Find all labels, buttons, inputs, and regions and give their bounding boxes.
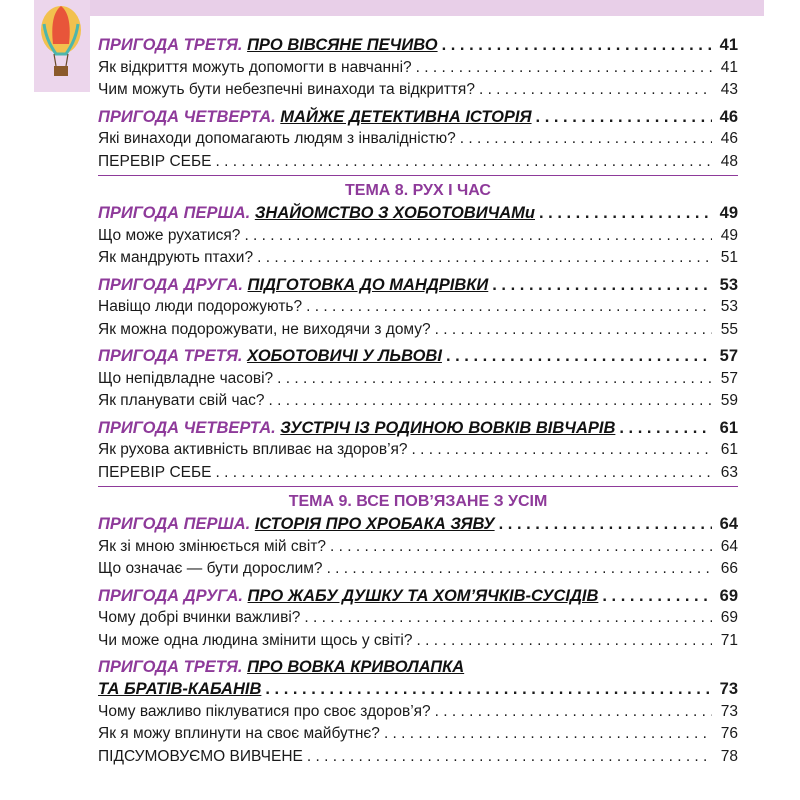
- entry-title: Як можна подорожувати, не виходячи з дому?: [98, 320, 431, 338]
- page-number: 41: [719, 36, 738, 54]
- adventure-title: ІСТОРІЯ ПРО ХРОБАКА ЗЯВУ: [254, 515, 495, 533]
- page-number: 64: [720, 537, 738, 555]
- toc-adventure-heading-continued[interactable]: [98, 678, 738, 701]
- page-number: 69: [720, 609, 738, 626]
- hot-air-balloon-icon: [38, 4, 84, 82]
- page-number: 41: [720, 58, 738, 76]
- page-number: 73: [719, 680, 738, 698]
- entry-title: Що може рухатися?: [98, 226, 241, 244]
- adventure-label: ПРИГОДА ТРЕТЯ.: [98, 658, 243, 676]
- toc-entry[interactable]: [98, 439, 738, 462]
- table-of-contents: [98, 34, 738, 768]
- toc-entry[interactable]: [98, 390, 738, 413]
- toc-adventure-heading[interactable]: [98, 345, 738, 368]
- adventure-title: ПІДГОТОВКА ДО МАНДРІВКИ: [247, 275, 489, 294]
- entry-title: Навіщо люди подорожують?: [98, 298, 303, 315]
- toc-entry[interactable]: [98, 558, 738, 581]
- entry-title: Чи може одна людина змінити щось у світі?: [98, 631, 413, 649]
- page-number: 71: [720, 631, 738, 649]
- toc-entry[interactable]: [98, 723, 738, 746]
- toc-entry[interactable]: [98, 701, 738, 724]
- toc-entry[interactable]: [98, 368, 738, 391]
- entry-title: Які винаходи допомагають людям з інвалідністю?: [98, 130, 456, 147]
- toc-entry[interactable]: [98, 607, 738, 630]
- adventure-label: ПРИГОДА ПЕРША.: [98, 204, 251, 222]
- top-decor-band: [34, 0, 764, 16]
- page-number: 53: [720, 298, 738, 315]
- entry-title: Як планувати свій час?: [98, 392, 265, 409]
- toc-entry[interactable]: [98, 151, 738, 174]
- toc-adventure-heading[interactable]: [98, 34, 738, 57]
- toc-adventure-heading[interactable]: [98, 417, 738, 440]
- page-number: 59: [720, 392, 738, 409]
- toc-adventure-heading[interactable]: [98, 106, 738, 129]
- entry-title: Чим можуть бути небезпечні винаходи та відкриття?: [98, 81, 475, 98]
- entry-title: ПЕРЕВІР СЕБЕ: [98, 152, 212, 170]
- adventure-title: ПРО ВОВКА КРИВОЛАПКА: [247, 658, 465, 676]
- toc-entry[interactable]: [98, 57, 738, 80]
- adventure-title: ПРО ВІВСЯНЕ ПЕЧИВО: [247, 36, 438, 54]
- page-number: 51: [720, 249, 738, 266]
- page-number: 57: [719, 347, 738, 365]
- divider: [98, 175, 738, 176]
- page-number: 55: [720, 320, 738, 338]
- adventure-label: ПРИГОДА ДРУГА.: [98, 275, 243, 294]
- toc-entry[interactable]: [98, 462, 738, 485]
- page-number: 69: [719, 586, 738, 605]
- toc-entry[interactable]: [98, 630, 738, 653]
- theme-heading: ТЕМА 9. ВСЕ ПОВ’ЯЗАНЕ З УСІМ: [288, 493, 548, 510]
- adventure-title-continued: ТА БРАТІВ-КАБАНІВ: [98, 680, 262, 698]
- entry-title: Чому добрі вчинки важливі?: [98, 609, 301, 626]
- adventure-title: ПРО ЖАБУ ДУШКУ ТА ХОМ’ЯЧКІВ-СУСІДІВ: [247, 586, 599, 605]
- toc-entry[interactable]: [98, 296, 738, 319]
- adventure-label: ПРИГОДА ЧЕТВЕРТА.: [98, 418, 276, 437]
- adventure-title: ЗНАЙОМСТВО З ХОБОТОВИЧАМи: [254, 204, 535, 222]
- adventure-label: ПРИГОДА ТРЕТЯ.: [98, 36, 243, 54]
- toc-entry[interactable]: [98, 536, 738, 559]
- page-number: 49: [719, 204, 738, 222]
- theme-heading: ТЕМА 8. РУХ І ЧАС: [345, 182, 491, 199]
- page-number: 46: [719, 107, 738, 126]
- entry-title: Що означає — бути дорослим?: [98, 560, 323, 577]
- entry-title: Що непідвладне часові?: [98, 369, 274, 387]
- page-number: 61: [720, 441, 738, 458]
- toc-entry[interactable]: [98, 79, 738, 102]
- adventure-title: ЗУСТРІЧ ІЗ РОДИНОЮ ВОВКІВ ВІВЧАРІВ: [280, 418, 616, 437]
- divider: [98, 486, 738, 487]
- toc-adventure-heading[interactable]: [98, 202, 738, 225]
- toc-entry[interactable]: [98, 746, 738, 769]
- adventure-label: ПРИГОДА ТРЕТЯ.: [98, 347, 243, 365]
- page-number: 53: [719, 275, 738, 294]
- page-number: 73: [720, 702, 738, 720]
- entry-title: ПІДСУМОВУЄМО ВИВЧЕНЕ: [98, 747, 303, 765]
- entry-title: Як відкриття можуть допомогти в навчанні?: [98, 58, 412, 76]
- adventure-label: ПРИГОДА ПЕРША.: [98, 515, 251, 533]
- entry-title: Як мандрують птахи?: [98, 249, 254, 266]
- adventure-title: МАЙЖЕ ДЕТЕКТИВНА ІСТОРІЯ: [280, 107, 532, 126]
- page-number: 66: [720, 560, 738, 577]
- toc-adventure-heading[interactable]: [98, 274, 738, 297]
- page-number: 63: [720, 463, 738, 481]
- toc-entry[interactable]: [98, 128, 738, 151]
- page-number: 57: [720, 369, 738, 387]
- entry-title: Як я можу вплинути на своє майбутнє?: [98, 725, 380, 742]
- page-number: 78: [720, 747, 738, 765]
- toc-entry[interactable]: [98, 247, 738, 270]
- toc-adventure-heading[interactable]: [98, 513, 738, 536]
- entry-title: Як зі мною змінюється мій світ?: [98, 537, 327, 555]
- adventure-label: ПРИГОДА ЧЕТВЕРТА.: [98, 107, 276, 126]
- toc-adventure-heading[interactable]: [98, 585, 738, 608]
- entry-title: ПЕРЕВІР СЕБЕ: [98, 463, 212, 481]
- toc-entry[interactable]: [98, 225, 738, 248]
- page-number: 61: [719, 418, 738, 437]
- toc-entry[interactable]: [98, 319, 738, 342]
- adventure-title: ХОБОТОВИЧІ У ЛЬВОВІ: [247, 347, 442, 365]
- page-number: 64: [719, 515, 738, 533]
- entry-title: Як рухова активність впливає на здоров’я?: [98, 441, 408, 458]
- toc-adventure-heading[interactable]: [98, 656, 738, 678]
- page-number: 76: [720, 725, 738, 742]
- page-number: 49: [720, 226, 738, 244]
- adventure-label: ПРИГОДА ДРУГА.: [98, 586, 243, 605]
- entry-title: Чому важливо піклуватися про своє здоров’я?: [98, 702, 431, 720]
- page-number: 48: [720, 152, 738, 170]
- page-number: 43: [720, 81, 738, 98]
- page-number: 46: [720, 130, 738, 147]
